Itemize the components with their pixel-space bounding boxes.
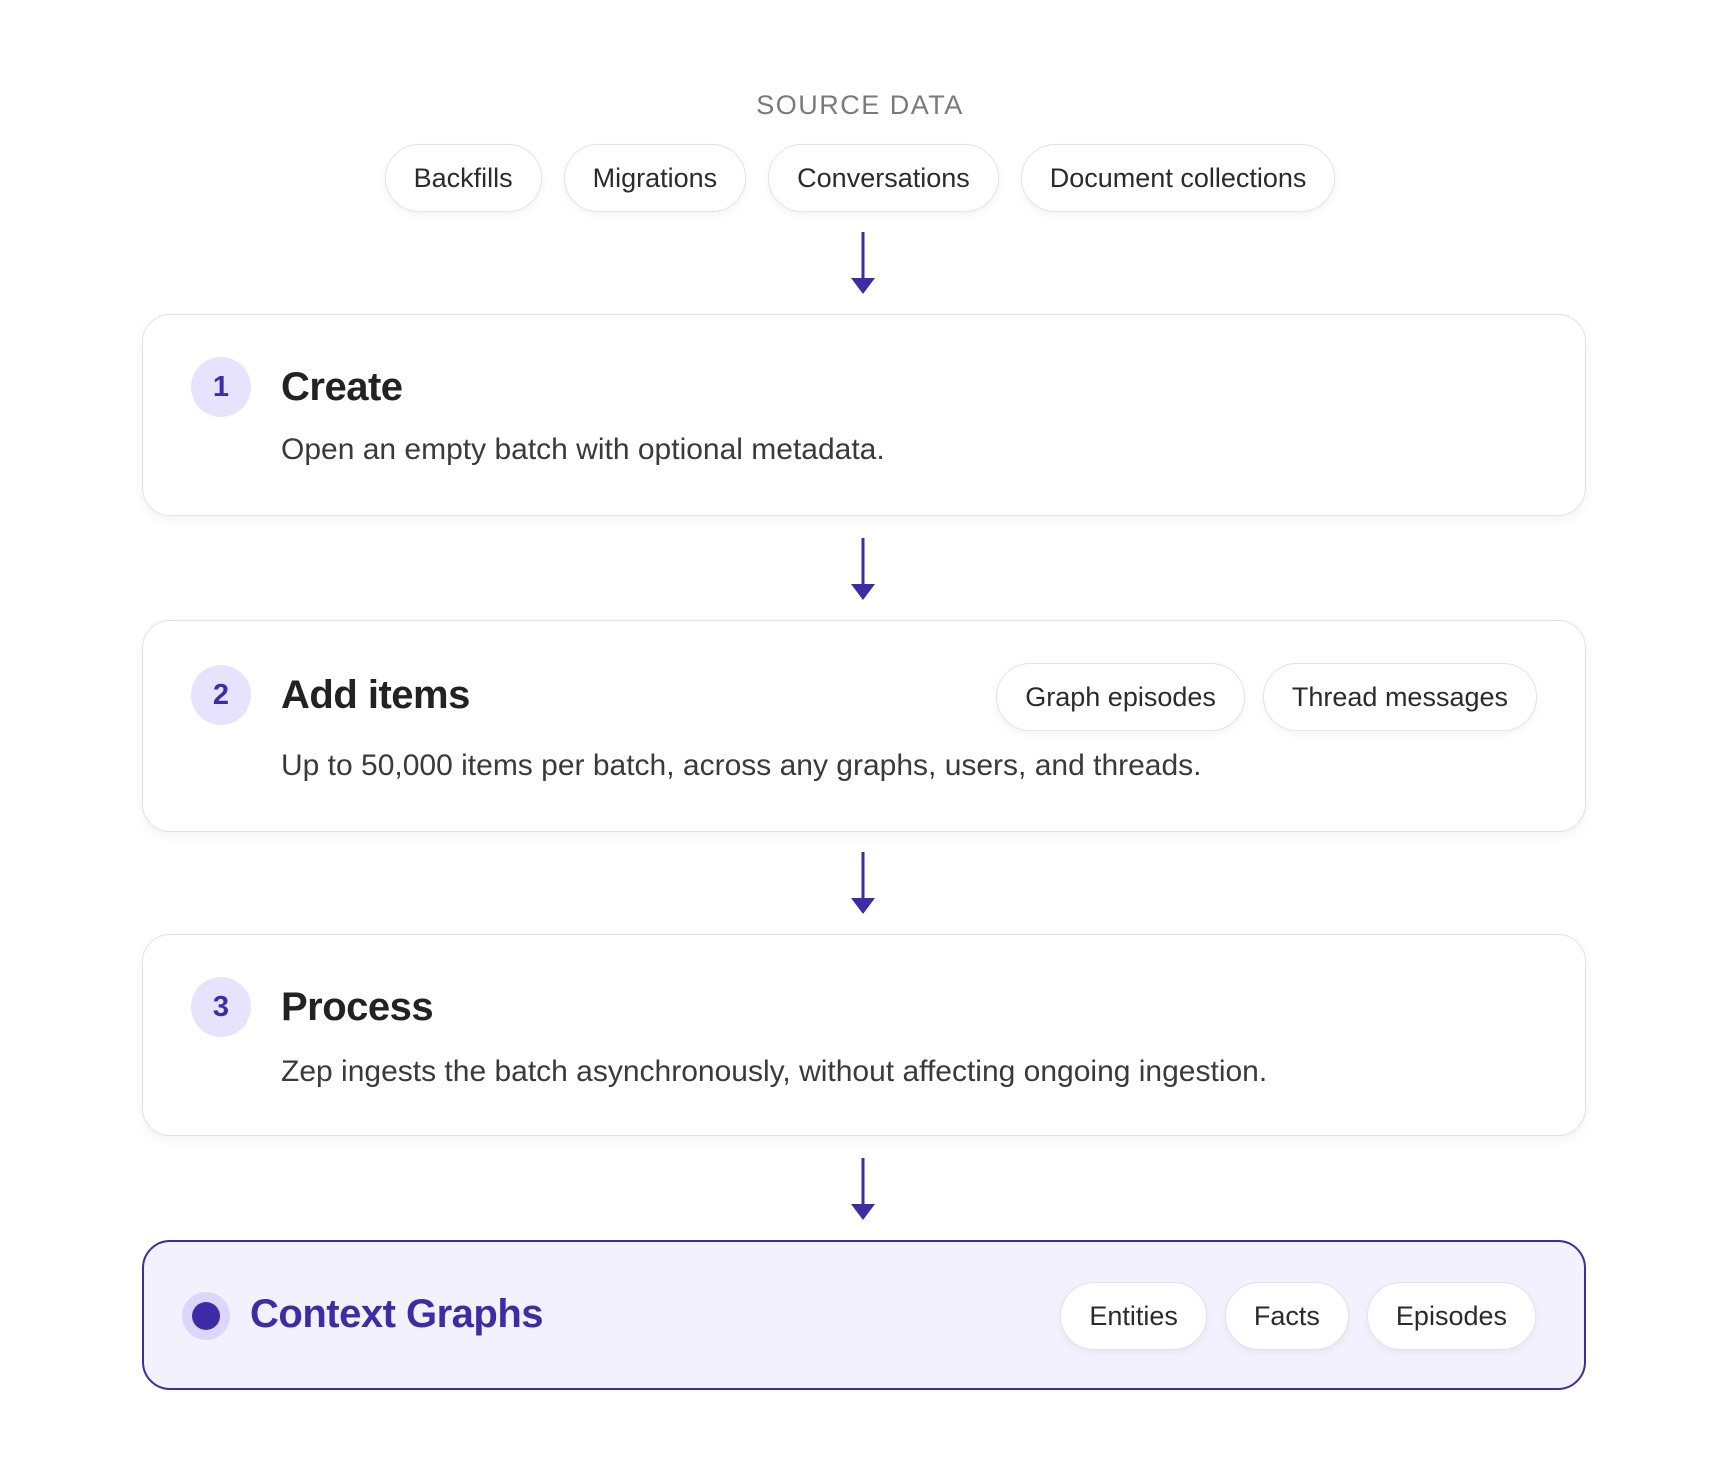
step-description: Up to 50,000 items per batch, across any graphs, users, and threads. xyxy=(281,749,1202,782)
source-data-pills xyxy=(0,144,1720,212)
step-description: Zep ingests the batch asynchronously, without affecting ongoing ingestion. xyxy=(281,1055,1268,1088)
output-title: Context Graphs xyxy=(250,1292,544,1336)
step-card-add-items xyxy=(142,620,1586,832)
source-pill-backfills: Backfills xyxy=(385,144,542,212)
step-card-create xyxy=(142,314,1586,516)
step-title: Add items xyxy=(281,673,470,717)
tag-thread-messages: Thread messages xyxy=(1263,663,1537,731)
tag-facts: Facts xyxy=(1225,1282,1349,1350)
flow-arrow-3 xyxy=(850,852,876,914)
source-pill-document-collections: Document collections xyxy=(1021,144,1336,212)
tag-graph-episodes: Graph episodes xyxy=(996,663,1245,731)
output-tags xyxy=(1060,1282,1536,1350)
output-card-context-graphs xyxy=(142,1240,1586,1390)
step-number-badge: 1 xyxy=(191,357,251,417)
step-tags xyxy=(996,663,1537,731)
step-number-badge: 3 xyxy=(191,977,251,1037)
tag-episodes: Episodes xyxy=(1367,1282,1536,1350)
step-description: Open an empty batch with optional metadata. xyxy=(281,433,885,466)
step-title: Create xyxy=(281,365,403,409)
step-number-badge: 2 xyxy=(191,665,251,725)
source-pill-conversations: Conversations xyxy=(768,144,999,212)
flow-arrow-1 xyxy=(850,232,876,294)
output-dot-icon xyxy=(182,1292,230,1340)
tag-entities: Entities xyxy=(1060,1282,1207,1350)
source-data-label: SOURCE DATA xyxy=(756,90,964,120)
source-pill-migrations: Migrations xyxy=(564,144,747,212)
step-card-process xyxy=(142,934,1586,1136)
flow-arrow-4 xyxy=(850,1158,876,1220)
output-dot-inner xyxy=(192,1302,220,1330)
flow-arrow-2 xyxy=(850,538,876,600)
step-title: Process xyxy=(281,985,434,1029)
